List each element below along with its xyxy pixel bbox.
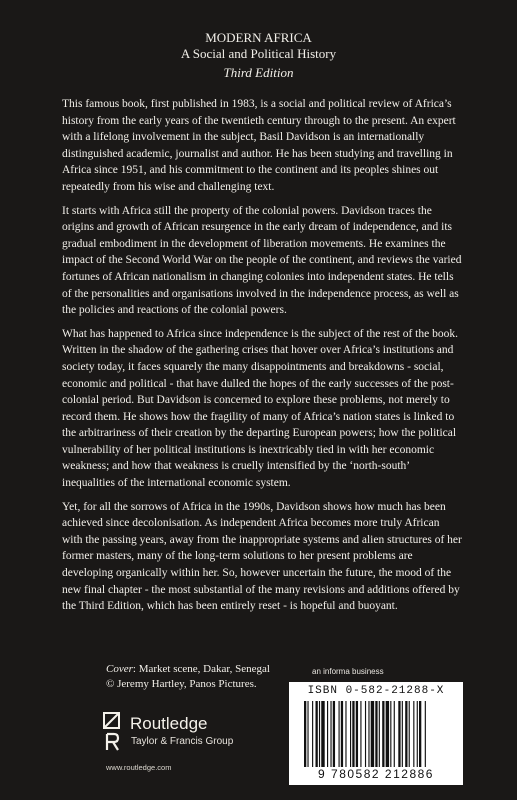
blurb: [62, 96, 462, 622]
title-block: [0, 30, 517, 81]
book-subtitle: A Social and Political History: [180, 46, 337, 61]
publisher-url: www.routledge.com: [106, 763, 172, 772]
blurb-paragraph-1: This famous book, first published in 1983, is a social and political review of Africa’s history from the early years of the twentieth century through to the present. An expert with a lifelong involvement in the subject, Basil Davidson is an internationally distinguished academic, journalist and author. He has been studying and travelling in Africa since 1951, and his commitment to the continent and its peoples shines out repeatedly from his wise and challenging text.: [62, 98, 456, 193]
blurb-paragraph-3: What has happened to Africa since independence is the subject of the rest of the book. Written in the shadow of the gathering crises that hover over Africa’s institutions and society today, it faces squarely the many disappointments and breakdowns - social, economic and political - that have dulled the hopes of the early successes of the post-colonial period. But Davidson is concerned to explore these problems, not merely to record them. He shows how the fragility of many of Africa’s nation states is linked to the arbitrariness of their creation by the departing European powers; how the political vulnerability of her political institutions is inextricably tied in with her economic weakness; and how that weakness is cruelly intensified by the ‘north-south’ inequalities of the international economic system.: [62, 327, 458, 490]
routledge-mark-icon: [103, 712, 123, 752]
publisher-name: Routledge: [130, 714, 208, 733]
blurb-paragraph-4: Yet, for all the sorrows of Africa in the 1990s, Davidson shows how much has been achieved since decolonisation. As independent Africa becomes more truly African with the passing years, away from the inappropriate systems and alien structures of her former masters, many of the long-term solutions to her present problems are developing organically within her. So, however uncertain the future, the mood of the new final chapter - the most substantial of the many revisions and additions offered by the Third Edition, which has been entirely reset - is hopeful and buoyant.: [62, 500, 462, 613]
barcode-bars: [304, 701, 454, 767]
book-title: MODERN AFRICA: [205, 30, 312, 45]
barcode-graphic: [304, 701, 454, 767]
cover-label: Cover: [106, 663, 133, 675]
cover-text: : Market scene, Dakar, Senegal © Jeremy Hartley, Panos Pictures.: [106, 663, 270, 690]
cover-credit: [106, 662, 276, 692]
barcode-panel: [289, 682, 463, 785]
isbn-text: ISBN 0-582-21288-X: [307, 685, 445, 697]
informa-tagline: an informa business: [312, 667, 384, 676]
blurb-paragraph-2: It starts with Africa still the property of the colonial powers. Davidson traces the origins and growth of African resurgence in the early dream of independence, and its gradual embodiment in the development of liberation movements. He examines the impact of the Second World War on the people of the continent, and reviews the varied fortunes of African nationalism in changing colonies into independent states. He tells of the personalities and organisations involved in the independence process, as well as the policies and reactions of the colonial powers.: [62, 204, 462, 317]
publisher-logo: [103, 712, 303, 762]
isbn-digits: 9 780582 212886: [318, 767, 434, 781]
book-edition: Third Edition: [223, 65, 294, 80]
publisher-group: Taylor & Francis Group: [131, 736, 234, 747]
